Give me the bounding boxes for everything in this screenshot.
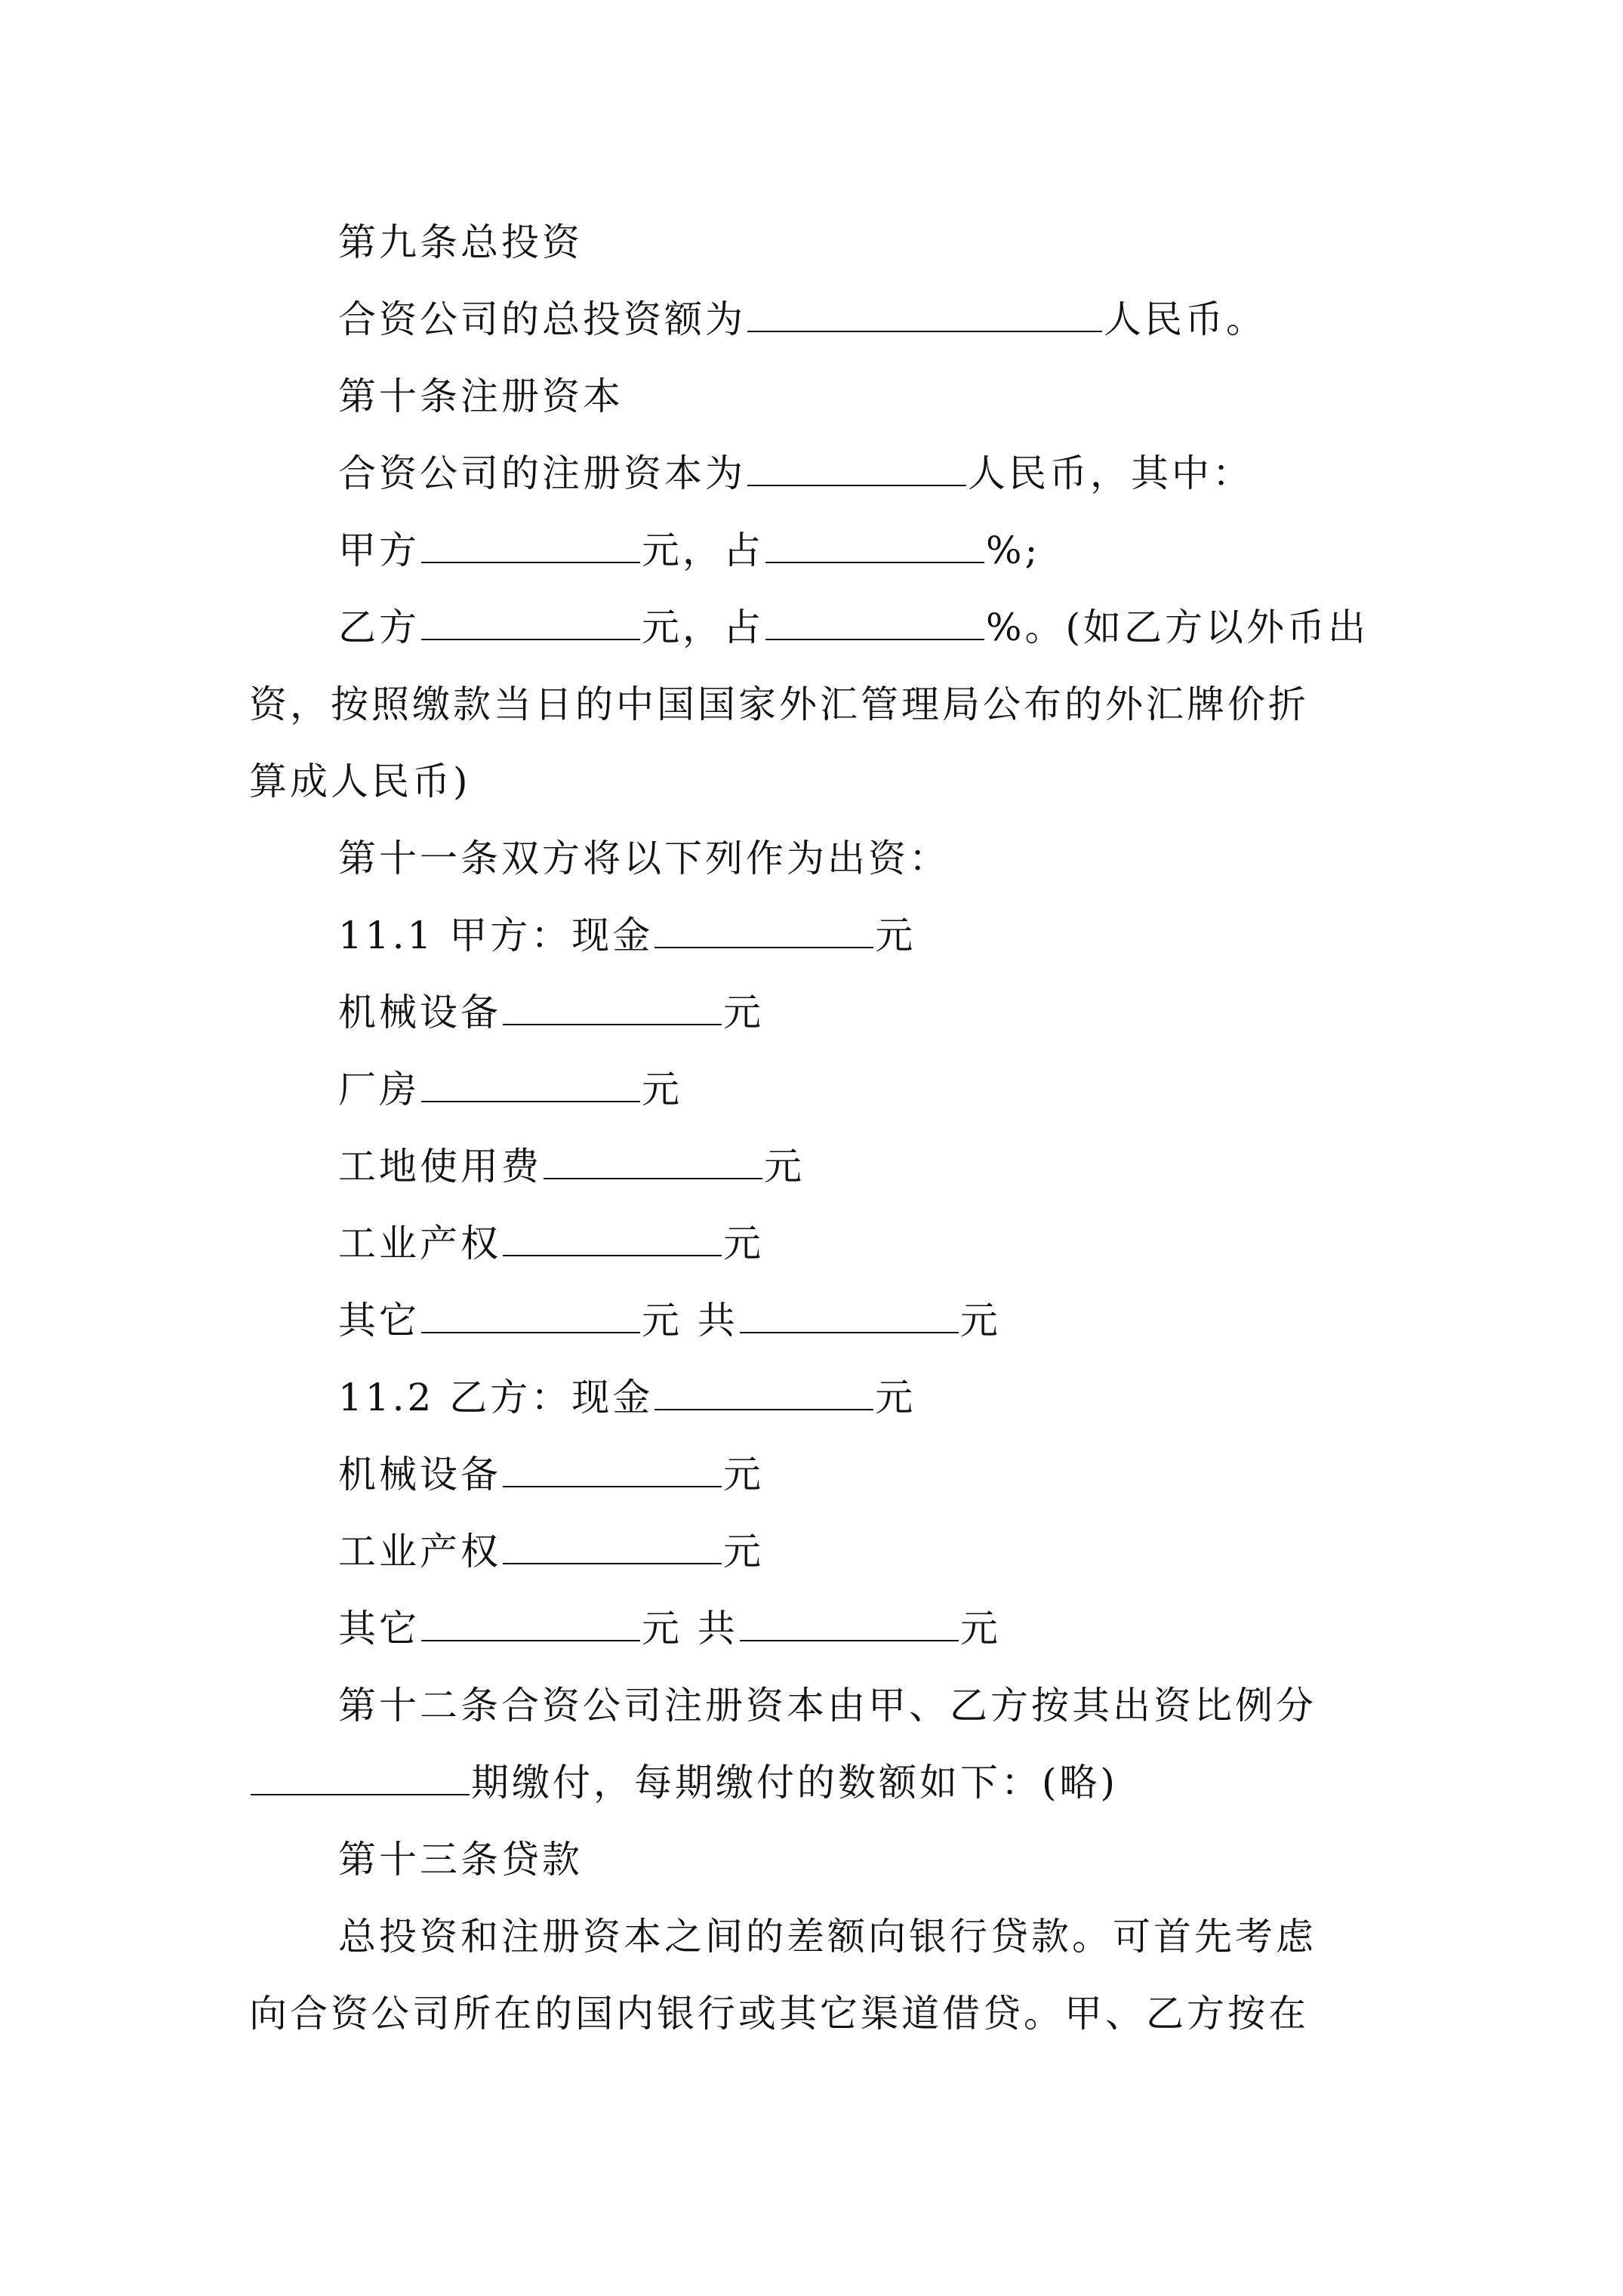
party-b-share-line: 乙方 元，占 %。(如乙方以外币出	[249, 589, 1381, 666]
party-a-cash-line: 11.1 甲方：现金 元	[249, 897, 1381, 974]
article-13-line-1: 总投资和注册资本之间的差额向银行贷款。可首先考虑	[338, 1915, 1317, 1959]
total-investment-blank	[747, 285, 1102, 332]
party-b-cash-line: 11.2 乙方：现金 元	[249, 1359, 1381, 1436]
party-a-total-blank	[740, 1287, 959, 1333]
party-b-machinery-blank	[503, 1441, 722, 1487]
party-a-ip-line: 工业产权 元	[249, 1205, 1381, 1282]
party-a-other-line: 其它 元 共 元	[249, 1282, 1381, 1359]
party-b-ip-line: 工业产权 元	[249, 1513, 1381, 1590]
party-a-percent-blank	[765, 516, 984, 563]
party-a-machinery-line: 机械设备 元	[249, 974, 1381, 1051]
party-a-other-blank	[421, 1287, 640, 1333]
article-9-title: 第九条总投资	[338, 220, 583, 264]
currency-note-line-1: 资，按照缴款当日的中国国家外汇管理局公布的外汇牌价折	[249, 683, 1309, 726]
installment-count-blank	[251, 1749, 470, 1795]
party-b-percent-blank	[765, 593, 984, 640]
currency-note-line-2: 算成人民币)	[249, 760, 471, 803]
party-a-ip-blank	[503, 1210, 722, 1256]
article-13-line-2: 向合资公司所在的国内银行或其它渠道借贷。甲、乙方按在	[249, 1992, 1309, 2036]
party-b-ip-blank	[503, 1518, 722, 1564]
article-10-title: 第十条注册资本	[338, 374, 624, 418]
article-11-title: 第十一条双方将以下列作为出资：	[338, 837, 950, 880]
party-b-amount-blank	[421, 593, 640, 640]
party-b-other-blank	[421, 1595, 640, 1641]
party-a-plant-blank	[421, 1056, 640, 1102]
party-a-amount-blank	[421, 516, 640, 563]
party-a-cash-blank	[654, 901, 873, 948]
party-b-total-blank	[740, 1595, 959, 1641]
party-b-other-line: 其它 元 共 元	[249, 1590, 1381, 1667]
article-13-title: 第十三条贷款	[338, 1838, 583, 1881]
party-a-plant-line: 厂房 元	[249, 1051, 1381, 1128]
registered-capital-line: 合资公司的注册资本为 人民币，其中：	[249, 435, 1381, 512]
party-a-site-fee-line: 工地使用费 元	[249, 1128, 1381, 1205]
party-a-site-fee-blank	[544, 1133, 762, 1179]
party-b-machinery-line: 机械设备 元	[249, 1436, 1381, 1513]
registered-capital-blank	[747, 439, 966, 486]
article-12-line-1: 第十二条合资公司注册资本由甲、乙方按其出资比例分	[338, 1684, 1317, 1727]
article-12-line-2: 期缴付，每期缴付的数额如下：(略)	[249, 1744, 1381, 1821]
total-investment-line: 合资公司的总投资额为 人民币。	[249, 281, 1381, 358]
party-a-share-line: 甲方 元，占 %;	[249, 512, 1381, 589]
party-a-machinery-blank	[503, 978, 722, 1025]
party-b-cash-blank	[654, 1364, 873, 1410]
contract-text	[249, 204, 1381, 2052]
